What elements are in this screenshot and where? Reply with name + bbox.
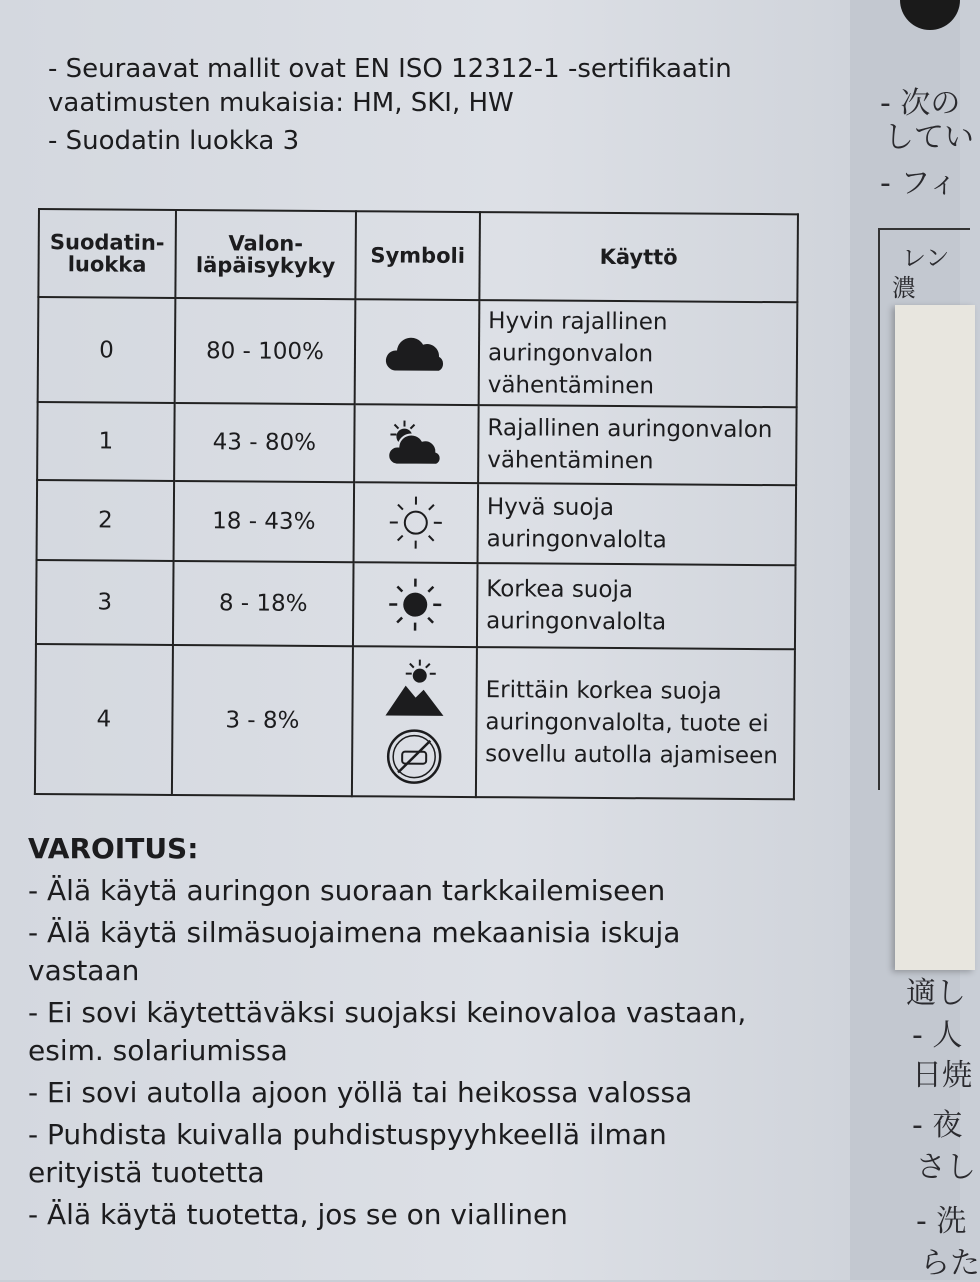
jp-text: らた <box>920 1238 980 1282</box>
cell-symbol <box>354 404 479 483</box>
cell-use: Hyvin rajallinen auringonvalon vähentäminen <box>479 300 798 407</box>
cell-symbol <box>353 562 478 647</box>
warning-item: - Älä käytä auringon suoraan tarkkailemiseen <box>28 872 788 910</box>
cell-transmission: 80 - 100% <box>175 298 356 404</box>
cloud-icon <box>387 332 447 372</box>
jp-table <box>878 228 970 790</box>
header-class: Suodatin-luokka <box>38 209 176 298</box>
dark-object <box>900 0 960 30</box>
sun-outline-icon <box>386 492 446 552</box>
intro-line: - Seuraavat mallit ovat EN ISO 12312-1 -sertifikaatin vaatimusten mukaisia: HM, SKI, HW <box>48 52 788 120</box>
table-row <box>37 480 797 565</box>
cell-class: 2 <box>37 480 175 561</box>
jp-text: してい <box>884 112 974 156</box>
table-row <box>38 297 798 407</box>
filter-table <box>34 208 799 800</box>
warning-item: - Puhdista kuivalla puhdistuspyyhkeellä ilman erityistä tuotetta <box>28 1116 728 1192</box>
warning-section <box>28 830 788 1238</box>
cell-transmission: 8 - 18% <box>173 561 354 646</box>
sun-cloud-icon <box>386 418 446 468</box>
warning-item: - Ei sovi autolla ajoon yöllä tai heikossa valossa <box>28 1074 788 1112</box>
cell-symbol <box>355 299 480 405</box>
cell-symbol <box>352 646 477 797</box>
table-row <box>35 644 795 799</box>
no-driving-icon <box>385 727 443 785</box>
intro-line: - Suodatin luokka 3 <box>48 124 788 158</box>
intro <box>48 52 788 162</box>
jp-text: - フィ <box>880 158 958 202</box>
jp-text: - 洗 <box>916 1196 966 1240</box>
sun-filled-icon <box>385 574 445 634</box>
cell-use: Korkea suoja auringonvalolta <box>477 563 796 649</box>
jp-text: - 夜 <box>912 1100 962 1144</box>
header-transmission: Valon-läpäisykyky <box>175 210 356 299</box>
cell-class: 3 <box>36 560 174 645</box>
warning-item: - Älä käytä tuotetta, jos se on viallinen <box>28 1196 788 1234</box>
jp-text: 濃 <box>892 268 916 303</box>
mountain-sun-icon <box>383 657 445 717</box>
jp-text: レン <box>902 238 949 273</box>
table-row <box>37 402 797 485</box>
jp-text: - 人 <box>912 1010 962 1054</box>
cell-use: Erittäin korkea suoja auringonvalolta, tuote ei sovellu autolla ajamiseen <box>476 647 795 799</box>
header-use: Käyttö <box>479 212 798 302</box>
jp-text: さし <box>916 1142 976 1186</box>
jp-text: 適し <box>906 968 966 1012</box>
cell-class: 0 <box>38 297 176 403</box>
table-header <box>38 209 798 302</box>
jp-text: 日焼 <box>912 1050 972 1094</box>
header-symbol: Symboli <box>355 211 480 300</box>
cell-use: Rajallinen auringonvalon vähentäminen <box>478 405 797 485</box>
table-row <box>36 560 796 649</box>
cell-class: 4 <box>35 644 173 795</box>
cell-transmission: 3 - 8% <box>172 645 353 796</box>
warning-item: - Ei sovi käytettäväksi suojaksi keinovaloa vastaan, esim. solariumissa <box>28 994 788 1070</box>
warning-item: - Älä käytä silmäsuojaimena mekaanisia iskuja vastaan <box>28 914 748 990</box>
cell-transmission: 43 - 80% <box>174 403 355 482</box>
cell-symbol <box>354 482 479 563</box>
cell-transmission: 18 - 43% <box>174 481 355 562</box>
cell-class: 1 <box>37 402 175 481</box>
warning-title: VAROITUS: <box>28 830 788 868</box>
jp-text: - 次の <box>880 78 960 122</box>
cell-use: Hyvä suoja auringonvalolta <box>478 483 797 565</box>
